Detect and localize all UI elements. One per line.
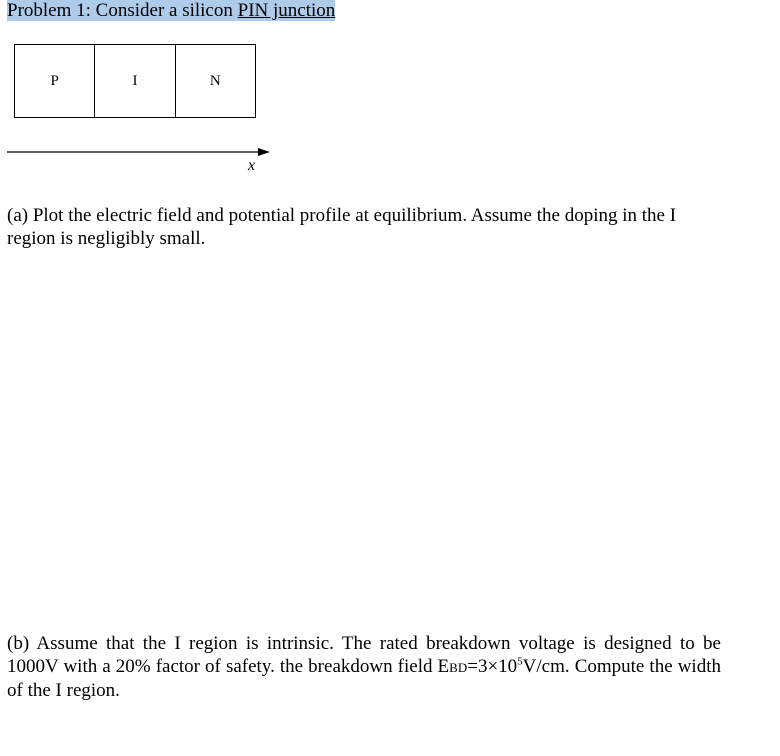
part-a-line-1: (a) Plot the electric field and potential profile at equilibrium. Assume the doping in the I (7, 205, 677, 226)
part-b-text-after: V/cm. Compute the width of the I region. (7, 656, 721, 701)
part-a-line-2: region is negligibly small. (7, 228, 206, 249)
x-axis-label: x (248, 157, 256, 172)
part-a-question (7, 204, 727, 250)
field-subscript: BD (449, 660, 468, 675)
problem-title (7, 0, 335, 22)
problem-title-text: Problem 1: Consider a silicon (7, 0, 238, 21)
problem-title-underlined: PIN junction (237, 0, 336, 21)
x-axis-arrowhead (258, 148, 270, 156)
n-region: N (209, 72, 221, 89)
part-b-text-before: (b) Assume that the I region is intrinsic. The rated breakdown voltage is designed to be 1000V with a 20% factor of safety. the breakdown field E (7, 633, 721, 677)
pin-junction-diagram (14, 44, 256, 118)
p-region: P (15, 45, 95, 117)
x-axis-arrow (7, 140, 277, 172)
part-b-question (7, 632, 721, 702)
i-region: I (95, 45, 175, 117)
exponent: 5 (517, 655, 523, 668)
part-b-text-eq: =3×10 (467, 656, 518, 677)
